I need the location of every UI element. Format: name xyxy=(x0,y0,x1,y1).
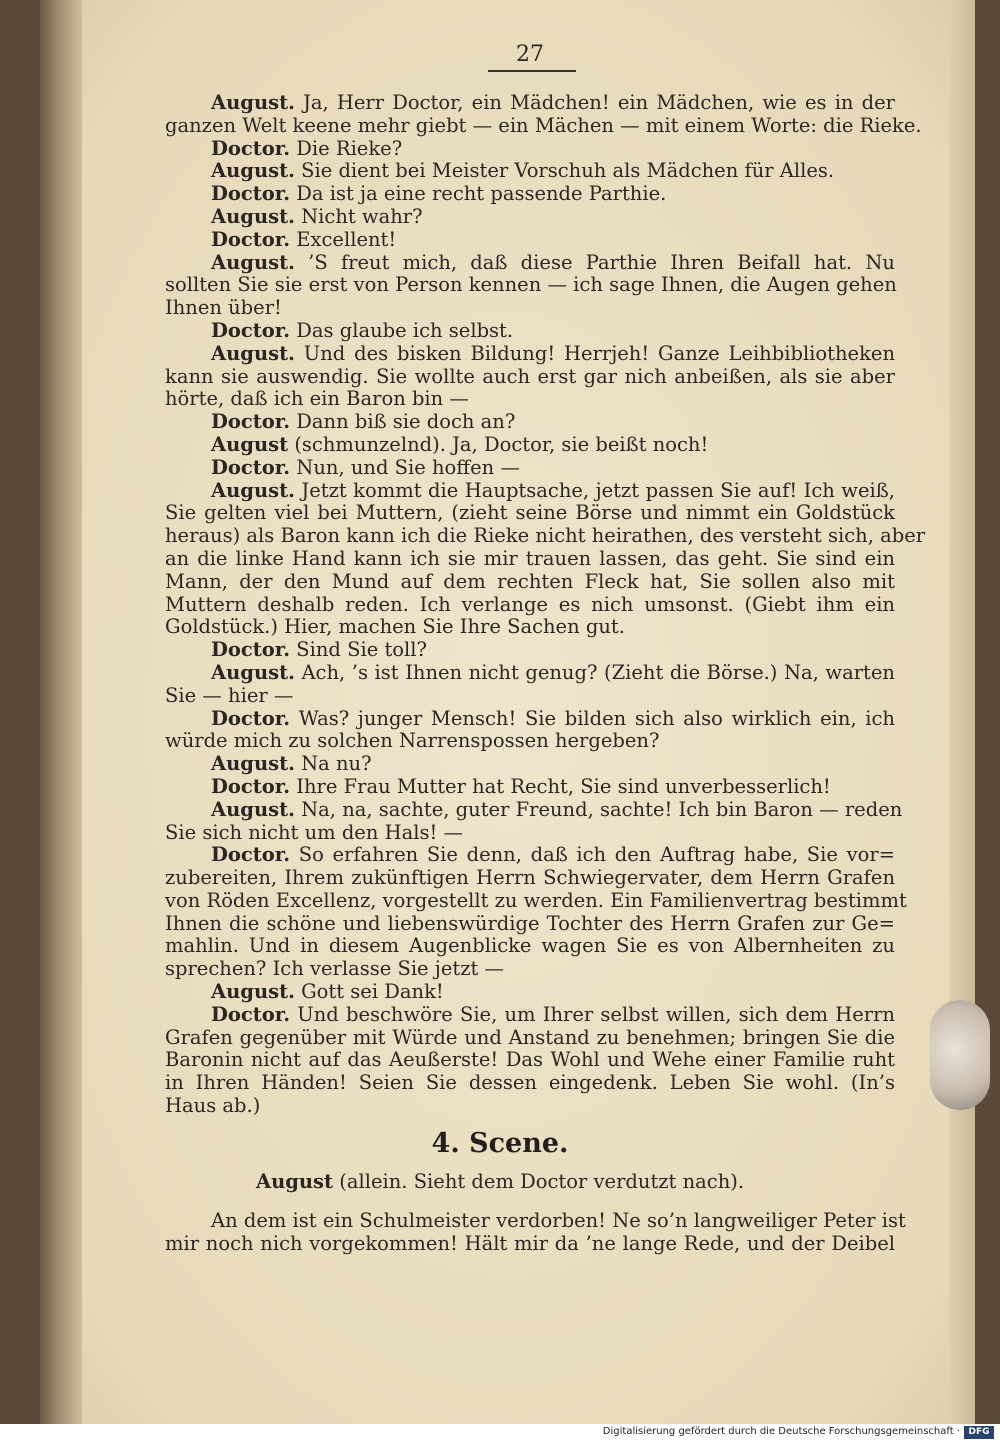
text-line xyxy=(165,797,903,822)
speaker-name: August. xyxy=(211,980,295,1004)
text-line xyxy=(165,844,895,867)
line-text: sprechen? Ich verlasse Sie jetzt — xyxy=(165,957,505,981)
line-text: Na nu? xyxy=(301,752,372,776)
stage-direction-speaker: August xyxy=(255,1170,334,1193)
text-line xyxy=(165,297,895,320)
text-line xyxy=(165,457,895,480)
line-text: kann sie auswendig. Sie wollte auch erst gar nich anbeißen, als sie aber xyxy=(165,364,895,388)
stage-direction-text: (allein. Sieht dem Doctor verdutzt nach). xyxy=(339,1170,745,1193)
speaker-name: August. xyxy=(211,91,295,114)
line-text: Was? junger Mensch! Sie bilden sich also wirklich ein, ich xyxy=(298,706,895,730)
line-text: Und des bisken Bildung! Herrjeh! Ganze Leihbibliotheken xyxy=(303,341,896,365)
text-line xyxy=(165,616,895,639)
line-text: Haus ab.) xyxy=(165,1094,261,1118)
text-line xyxy=(165,502,895,525)
line-text: Excellent! xyxy=(296,227,397,251)
line-text: Sie sich nicht um den Hals! — xyxy=(165,820,464,844)
line-text: Mann, der den Mund auf dem rechten Fleck hat, Sie sollen also mit xyxy=(165,569,895,593)
line-text: Da ist ja eine recht passende Parthie. xyxy=(296,182,667,206)
speaker-name: August. xyxy=(211,797,295,821)
stage-direction xyxy=(0,1170,1000,1193)
text-line xyxy=(165,1209,906,1233)
text-line xyxy=(165,343,895,366)
speaker-name: Doctor. xyxy=(211,410,291,434)
text-line xyxy=(165,274,895,297)
speaker-name: August. xyxy=(211,660,295,684)
scene-heading: 4. Scene. xyxy=(431,1128,569,1159)
line-text: Sind Sie toll? xyxy=(296,638,427,662)
line-text: zubereiten, Ihrem zukünftigen Herrn Schwiegervater, dem Herrn Grafen xyxy=(165,866,895,890)
line-text: Die Rieke? xyxy=(296,136,403,160)
line-text: Gott sei Dank! xyxy=(301,980,444,1004)
line-text: Ach, ’s ist Ihnen nicht genug? (Zieht die Börse.) Na, warten xyxy=(301,660,895,684)
line-text: So erfahren Sie denn, daß ich den Auftrag habe, Sie vor= xyxy=(298,843,895,867)
text-line xyxy=(165,935,895,958)
monologue-text xyxy=(165,1209,906,1256)
line-text: Dann biß sie doch an? xyxy=(296,410,516,434)
footer-credit: Digitalisierung gefördert durch die Deutsche Forschungsgemeinschaft · xyxy=(602,1426,960,1437)
line-text: Muttern deshalb reden. Ich verlange es nich umsonst. (Giebt ihm ein xyxy=(165,592,895,616)
text-line xyxy=(165,388,895,411)
text-line xyxy=(165,92,895,115)
footer-bar xyxy=(0,1424,1000,1442)
speaker-name: August. xyxy=(211,752,295,776)
text-line xyxy=(165,958,895,981)
text-line xyxy=(165,1049,895,1072)
line-text: ’S freut mich, daß diese Parthie Ihren Beifall hat. Nu xyxy=(308,250,895,274)
speaker-name: Doctor. xyxy=(211,1002,291,1026)
text-line xyxy=(165,480,895,503)
line-text: Ihnen über! xyxy=(165,296,282,320)
line-text: Sie — hier — xyxy=(165,683,294,707)
speaker-name: Doctor. xyxy=(211,136,291,160)
text-line xyxy=(165,206,895,229)
text-line xyxy=(165,138,895,161)
text-line xyxy=(165,981,895,1004)
line-text: Goldstück.) Hier, machen Sie Ihre Sachen gut. xyxy=(165,615,625,639)
speaker-name: Doctor. xyxy=(211,638,291,662)
line-text: mir noch nich vorgekommen! Hält mir da ’ne lange Rede, und der Deibel xyxy=(165,1231,895,1255)
page-edge xyxy=(949,0,975,1442)
line-text: heraus) als Baron kann ich die Rieke nicht heirathen, des versteht sich, aber xyxy=(165,524,926,548)
line-text: in Ihren Händen! Seien Sie dessen eingedenk. Leben Sie wohl. (In’s xyxy=(165,1071,895,1095)
text-line xyxy=(165,1027,895,1050)
thumb-index-tab xyxy=(930,1000,990,1110)
speaker-name: Doctor. xyxy=(211,706,291,730)
text-line xyxy=(165,594,895,617)
speaker-name: Doctor. xyxy=(211,774,291,798)
text-line xyxy=(165,160,895,183)
speaker-name: August. xyxy=(211,250,295,274)
line-text: Ihre Frau Mutter hat Recht, Sie sind unverbesserlich! xyxy=(296,774,831,798)
text-line xyxy=(165,685,895,708)
text-line xyxy=(165,571,895,594)
line-text: Sie gelten viel bei Muttern, (zieht seine Börse und nimmt ein Goldstück xyxy=(165,501,895,525)
line-text: Grafen gegenüber mit Würde und Anstand zu benehmen; bringen Sie die xyxy=(165,1025,895,1049)
text-line xyxy=(165,548,895,571)
text-line xyxy=(165,411,895,434)
text-line xyxy=(165,753,895,776)
text-line xyxy=(165,913,895,936)
text-line xyxy=(165,1072,895,1095)
speaker-name: Doctor. xyxy=(211,227,291,251)
dfg-logo: DFG xyxy=(964,1426,994,1439)
text-line xyxy=(165,730,895,753)
line-text: an die linke Hand kann ich sie mir trauen lassen, das geht. Sie sind ein xyxy=(165,546,895,570)
text-line xyxy=(165,320,895,343)
line-text: Jetzt kommt die Hauptsache, jetzt passen Sie auf! Ich weiß, xyxy=(301,478,895,502)
text-line xyxy=(165,366,895,389)
line-text: würde mich zu solchen Narrenspossen hergeben? xyxy=(165,729,660,753)
text-line xyxy=(165,708,895,731)
line-text: Und beschwöre Sie, um Ihrer selbst willen, sich dem Herrn xyxy=(297,1002,895,1026)
line-text: ganzen Welt keene mehr giebt — ein Mächen — mit einem Worte: die Rieke. xyxy=(165,113,922,137)
line-text: hörte, daß ich ein Baron bin — xyxy=(165,387,469,411)
page-number: 27 xyxy=(516,42,544,67)
text-line xyxy=(165,1004,895,1027)
page-number-rule xyxy=(488,70,576,72)
speaker-name: Doctor. xyxy=(211,455,291,479)
line-text: sollten Sie sie erst von Person kennen — ich sage Ihnen, die Augen gehen xyxy=(165,273,897,297)
text-line xyxy=(165,867,895,890)
speaker-name: August xyxy=(211,432,289,456)
line-text: Baronin nicht auf das Aeußerste! Das Wohl und Wehe einer Familie ruht xyxy=(165,1048,895,1072)
line-text: Ihnen die schöne und liebenswürdige Tochter des Herrn Grafen zur Ge= xyxy=(165,911,895,935)
text-line xyxy=(165,113,922,138)
line-text: mahlin. Und in diesem Augenblicke wagen Sie es von Albernheiten zu xyxy=(165,934,895,958)
dialogue-text xyxy=(165,91,926,1118)
speaker-name: Doctor. xyxy=(211,182,291,206)
line-text: An dem ist ein Schulmeister verdorben! Ne so’n langweiliger Peter ist xyxy=(211,1209,906,1232)
line-text: von Röden Excellenz, vorgestellt zu werden. Ein Familienvertrag bestimmt xyxy=(165,888,907,912)
speaker-name: August. xyxy=(211,478,295,502)
line-text: (schmunzelnd). Ja, Doctor, sie beißt noch! xyxy=(294,432,709,456)
text-line xyxy=(165,524,926,548)
line-text: Sie dient bei Meister Vorschuh als Mädchen für Alles. xyxy=(301,159,835,183)
text-line xyxy=(165,888,907,913)
line-text: Nun, und Sie hoffen — xyxy=(296,455,520,479)
speaker-name: August. xyxy=(211,204,295,228)
text-line xyxy=(165,183,895,206)
text-line xyxy=(165,1095,895,1118)
speaker-name: August. xyxy=(211,159,295,183)
line-text: Das glaube ich selbst. xyxy=(296,318,514,342)
speaker-name: August. xyxy=(211,341,295,365)
text-line xyxy=(165,822,895,845)
text-line xyxy=(165,662,895,685)
text-line xyxy=(165,1233,895,1256)
text-line xyxy=(165,434,895,457)
text-line xyxy=(165,229,895,252)
text-line xyxy=(165,776,895,799)
line-text: Nicht wahr? xyxy=(301,204,423,228)
speaker-name: Doctor. xyxy=(211,318,291,342)
text-line xyxy=(165,252,895,275)
line-text: Na, na, sachte, guter Freund, sachte! Ich bin Baron — reden xyxy=(301,797,903,821)
text-line xyxy=(165,639,895,662)
line-text: Ja, Herr Doctor, ein Mädchen! ein Mädchen, wie es in der xyxy=(303,91,895,114)
speaker-name: Doctor. xyxy=(211,843,291,867)
book-spine xyxy=(40,0,82,1442)
